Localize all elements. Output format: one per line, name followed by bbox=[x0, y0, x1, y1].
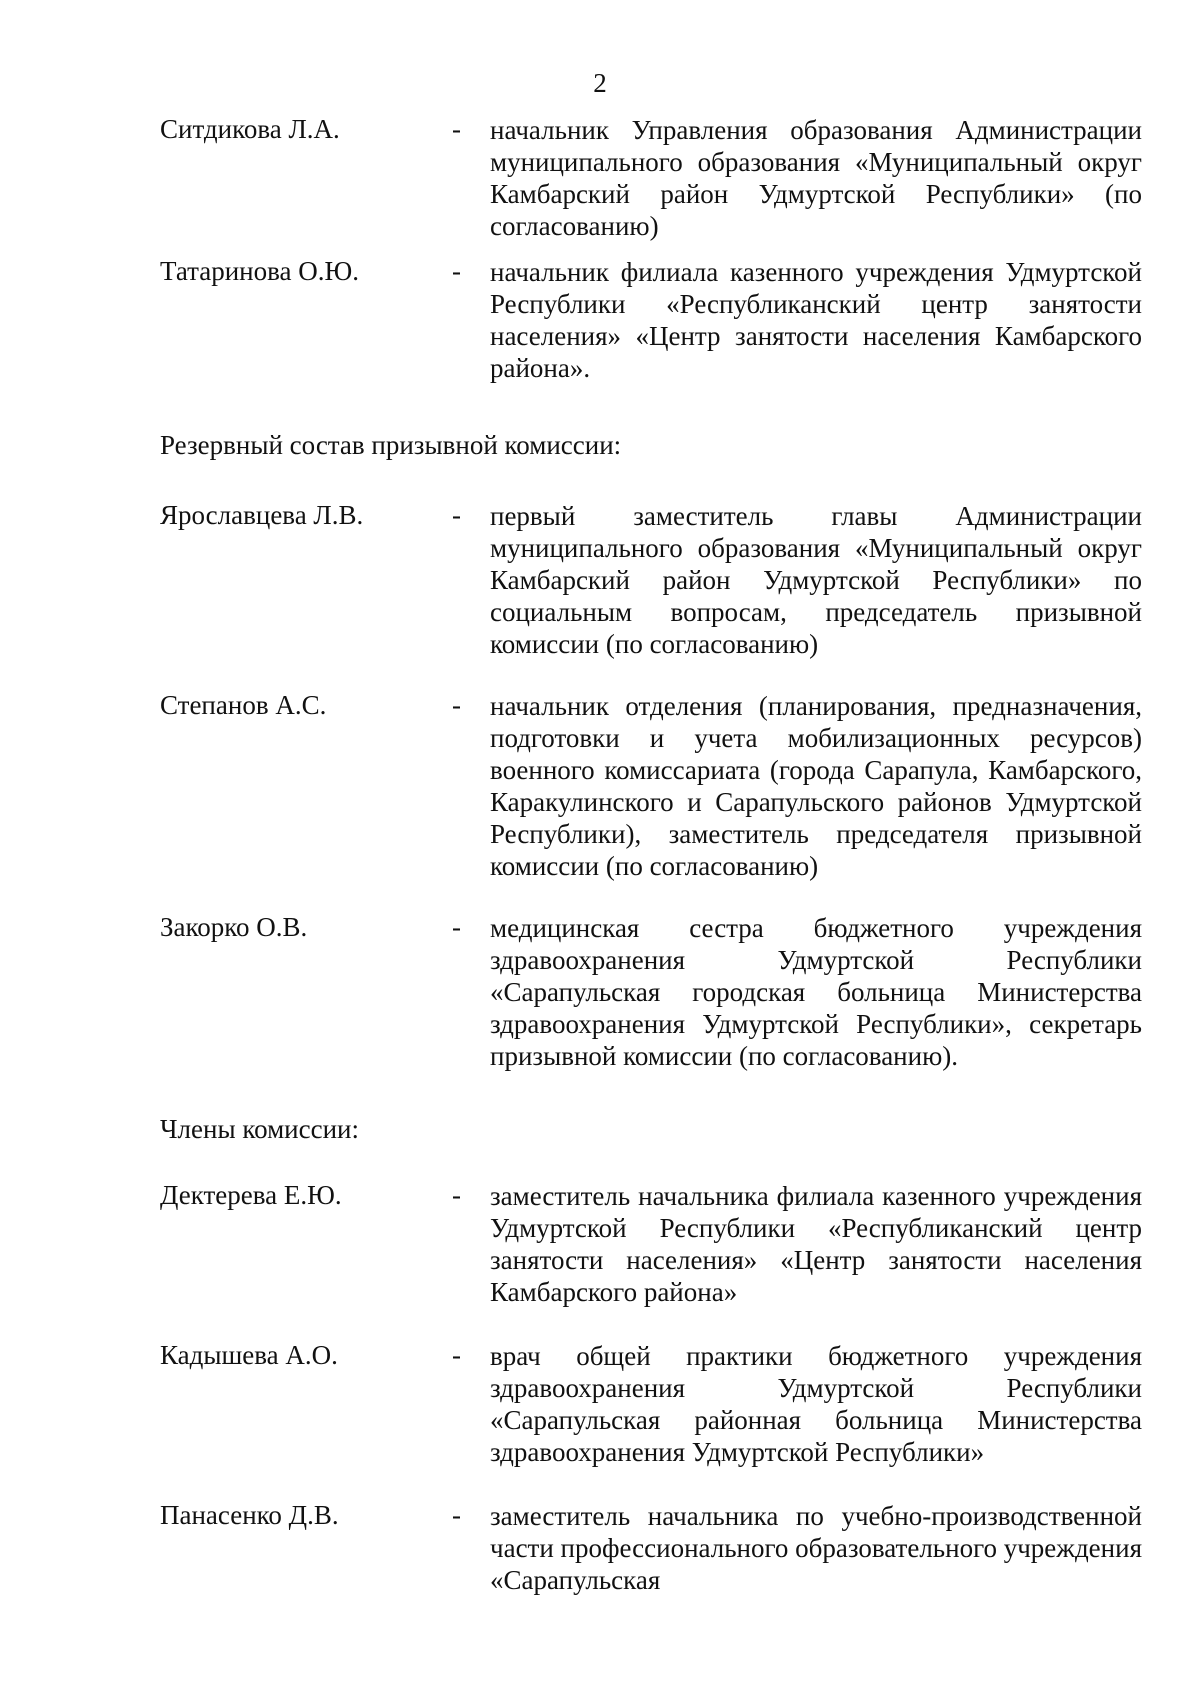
members-heading: Члены комиссии: bbox=[160, 1114, 359, 1144]
member-dash: - bbox=[452, 256, 461, 286]
member-dash: - bbox=[452, 912, 461, 942]
member-dash: - bbox=[452, 690, 461, 720]
member-dash: - bbox=[452, 1500, 461, 1530]
reserve-heading: Резервный состав призывной комиссии: bbox=[160, 430, 622, 460]
member-name: Степанов А.С. bbox=[160, 690, 327, 720]
member-name: Панасенко Д.В. bbox=[160, 1500, 339, 1530]
member-position: медицинская сестра бюджетного учреждения здравоохранения Удмуртской Республики «Сарапульская городская больница Министерства здравоохранения Удмуртской Республики», секретарь призывной комиссии (по согласованию). bbox=[490, 913, 1142, 1071]
member-position: первый заместитель главы Администрации муниципального образования «Муниципальный округ Камбарский район Удмуртской Республики» по социальным вопросам, председатель призывной комиссии (по согласованию) bbox=[490, 501, 1142, 659]
member-position: начальник Управления образования Администрации муниципального образования «Муниципальный округ Камбарский район Удмуртской Республики» (по согласованию) bbox=[490, 115, 1142, 241]
member-name: Татаринова О.Ю. bbox=[160, 256, 359, 286]
member-position: заместитель начальника по учебно-производственной части профессионального образовательного учреждения «Сарапульская bbox=[490, 1501, 1142, 1595]
member-dash: - bbox=[452, 500, 461, 530]
member-name: Закорко О.В. bbox=[160, 912, 308, 942]
member-position: начальник филиала казенного учреждения Удмуртской Республики «Республиканский центр занятости населения» «Центр занятости населения Камбарского района». bbox=[490, 257, 1142, 383]
member-name: Дектерева Е.Ю. bbox=[160, 1180, 342, 1210]
member-dash: - bbox=[452, 1340, 461, 1370]
member-dash: - bbox=[452, 114, 461, 144]
page-number: 2 bbox=[593, 68, 607, 98]
member-name: Ситдикова Л.А. bbox=[160, 114, 340, 144]
member-position: заместитель начальника филиала казенного учреждения Удмуртской Республики «Республиканский центр занятости населения» «Центр занятости населения Камбарского района» bbox=[490, 1181, 1142, 1307]
member-dash: - bbox=[452, 1180, 461, 1210]
member-position: начальник отделения (планирования, предназначения, подготовки и учета мобилизационных ресурсов) военного комиссариата (города Сарапула, Камбарского, Каракулинского и Сарапульского районов Удмуртской Республики), заместитель председателя призывной комиссии (по согласованию) bbox=[490, 691, 1142, 881]
member-position: врач общей практики бюджетного учреждения здравоохранения Удмуртской Республики «Сарапульская районная больница Министерства здравоохранения Удмуртской Республики» bbox=[490, 1341, 1142, 1467]
member-name: Ярославцева Л.В. bbox=[160, 500, 364, 530]
member-name: Кадышева А.О. bbox=[160, 1340, 338, 1370]
